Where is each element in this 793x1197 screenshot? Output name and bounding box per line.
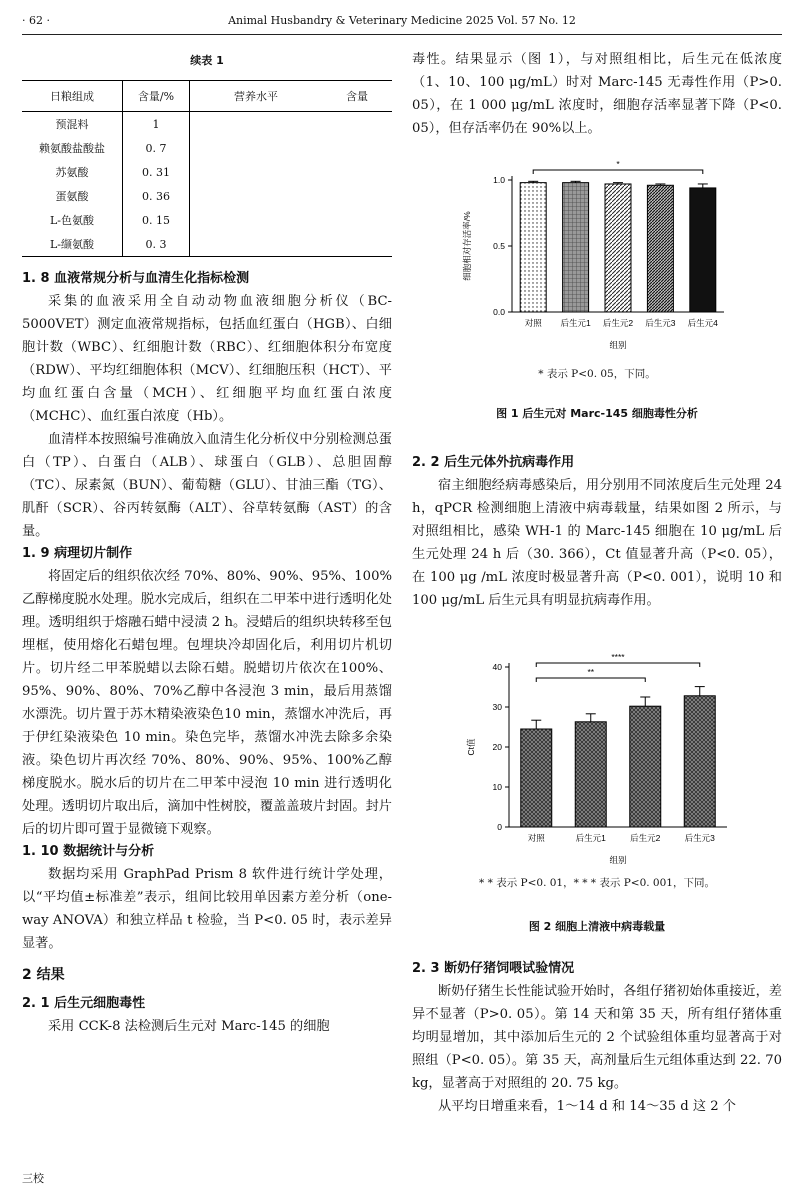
- table-row: [22, 232, 392, 257]
- significance-label: **: [587, 667, 595, 677]
- figure-note: * * 表示 P<0. 01，* * * 表示 P<0. 001，下同。: [479, 877, 715, 889]
- table-cell: [190, 208, 323, 232]
- section-heading: 2. 2 后生元体外抗病毒作用: [412, 455, 575, 470]
- table-row: [22, 112, 392, 137]
- y-tick-label: 0: [497, 822, 502, 832]
- figure-caption: 图 2 细胞上清液中病毒载量: [528, 920, 666, 933]
- x-axis-label: 组别: [609, 855, 627, 865]
- paragraph: 从平均日增重来看，1～14 d 和 14～35 d 这 2 个: [438, 1099, 736, 1114]
- table-header: 含量/%: [123, 81, 190, 112]
- table-cell: L-缬氨酸: [22, 232, 123, 257]
- section-heading: 1. 10 数据统计与分析: [22, 844, 155, 859]
- x-tick-label: 后生元1: [560, 318, 591, 328]
- x-tick-label: 后生元2: [602, 318, 634, 328]
- table-cell: L-色氨酸: [22, 208, 123, 232]
- table-cell: [322, 208, 392, 232]
- table-cell: 0. 31: [123, 160, 190, 184]
- bar: [521, 729, 552, 827]
- figure-1: [412, 150, 782, 440]
- bar: [605, 184, 631, 312]
- table-cell: 1: [123, 112, 190, 137]
- y-tick-label: 10: [492, 782, 502, 792]
- y-tick-label: 20: [492, 742, 502, 752]
- paragraph: 采用 CCK-8 法检测后生元对 Marc-145 的细胞: [48, 1019, 330, 1034]
- table-cell: 0. 15: [123, 208, 190, 232]
- bar: [575, 722, 606, 827]
- table-cell: [322, 160, 392, 184]
- section-2-3: [412, 958, 782, 1118]
- table-header: 营养水平: [234, 90, 278, 103]
- journal-info: Animal Husbandry & Veterinary Medicine 2025 Vol. 57 No. 12: [228, 14, 576, 27]
- section-heading: 2. 1 后生元细胞毒性: [22, 996, 146, 1011]
- significance-bracket: [536, 678, 645, 682]
- paragraph: 宿主细胞经病毒感染后，用分别用不同浓度后生元处理 24 h，qPCR 检测细胞上清液中病毒载量，结果如图 2 所示，与对照组相比，感染 WH-1 的 Marc-145 细胞在 10 μg/mL 后生元处理 24 h 后（30. 366），Ct 值显著升高（P<0. 05），在 100 μg /mL 浓度时极显著升高（P<0. 001），说明 10 和 100 μg/mL 后生元具有明显抗病毒作用。: [412, 478, 782, 608]
- bar: [684, 696, 715, 827]
- y-tick-label: 30: [492, 702, 502, 712]
- section-heading: 2. 3 断奶仔猪饲喂试验情况: [412, 961, 575, 976]
- paragraph: 数据均采用 GraphPad Prism 8 软件进行统计学处理，以“平均值±标准差”表示，组间比较用单因素方差分析（one-way ANOVA）和独立样品 t 检验，当 P<0. 05 时，表示差异显著。: [22, 867, 392, 951]
- paragraph: 断奶仔猪生长性能试验开始时，各组仔猪初始体重接近，差异不显著（P>0. 05）。第 14 天和第 35 天，所有组仔猪体重均明显增加，其中添加后生元的 2 个试验组体重均显著高于对照组（P<0. 05）。第 35 天，高剂量后生元组体重达到 22. 70 kg，显著高于对照组的 20. 75 kg。: [412, 984, 782, 1091]
- table-1: [22, 52, 392, 257]
- table-cell: [322, 112, 392, 137]
- left-column: [22, 268, 392, 1038]
- significance-label: *: [616, 159, 620, 169]
- significance-bracket: [533, 170, 703, 174]
- paragraph: 采集的血液采用全自动动物血液细胞分析仪（BC-5000VET）测定血液常规指标，包括血红蛋白（HGB）、白细胞计数（WBC）、红细胞计数（RBC）、红细胞体积分布宽度（RDW）、平均红细胞体积（MCV）、红细胞压积（HCT）、平均血红蛋白含量（MCH）、红细胞平均血红蛋白浓度（MCHC）、血红蛋白浓度（Hb）。: [22, 294, 392, 424]
- table-cell: [190, 232, 323, 257]
- figure-2-chart: [412, 652, 782, 865]
- bar: [520, 183, 546, 312]
- y-axis-label: Ct值: [466, 738, 476, 756]
- paragraph: 将固定后的组织依次经 70%、80%、90%、95%、100%乙醇梯度脱水处理。脱水完成后，组织在二甲苯中进行透明化处理。透明组织于熔融石蜡中浸渍 2 h。浸蜡后的组织块转移至包埋框，使用熔化石蜡包埋。包埋块冷却固化后，利用切片机切片。切片经二甲苯脱蜡以去除石蜡。脱蜡切片依次在100%、95%、90%、80%、70%乙醇中各浸泡 3 min，最后用蒸馏水漂洗。切片置于苏木精染液染色10 min，蒸馏水冲洗后，再于伊红染液染色 10 min。染色完毕，蒸馏水冲洗去除多余染液。染色切片再次经 70%、80%、90%、95%、100%乙醇梯度脱水。脱水后的切片在二甲苯中浸泡 10 min 进行透明化处理。透明切片取出后，滴加中性树胶，覆盖盖玻片封固。封片后的切片即可置于显微镜下观察。: [22, 569, 392, 837]
- table-cell: [322, 184, 392, 208]
- y-tick-label: 1.0: [493, 175, 505, 185]
- table-cell: [190, 112, 323, 137]
- header-rule: [22, 34, 782, 35]
- table-cell: [322, 136, 392, 160]
- bar: [647, 185, 673, 312]
- figure-2: [412, 652, 782, 942]
- bar: [630, 706, 661, 827]
- section-2-2: [412, 452, 782, 612]
- x-tick-label: 后生元2: [630, 833, 661, 843]
- section-heading: 1. 9 病理切片制作: [22, 546, 133, 561]
- table-header: 含量: [346, 90, 368, 103]
- y-tick-label: 0.0: [493, 307, 505, 317]
- x-tick-label: 后生元3: [684, 833, 715, 843]
- table-cell: 赖氨酸盐酸盐: [22, 136, 123, 160]
- significance-label: ****: [611, 652, 625, 662]
- page-number: · 62 ·: [22, 14, 50, 27]
- table: [22, 80, 392, 257]
- x-tick-label: 对照: [524, 318, 542, 328]
- table-row: [22, 160, 392, 184]
- table-title: 续表 1: [190, 54, 224, 67]
- significance-bracket: [536, 663, 700, 667]
- table-cell: [190, 160, 323, 184]
- table-cell: 苏氨酸: [22, 160, 123, 184]
- table-cell: 0. 7: [123, 136, 190, 160]
- x-tick-label: 对照: [527, 833, 545, 843]
- footer-note: 三校: [22, 1172, 44, 1185]
- table-cell: 0. 36: [123, 184, 190, 208]
- table-header: 日粮组成: [22, 81, 123, 112]
- bar: [563, 183, 589, 312]
- section-heading: 1. 8 血液常规分析与血清生化指标检测: [22, 271, 250, 286]
- bar: [690, 188, 716, 312]
- paragraph: 血清样本按照编号准确放入血清生化分析仪中分别检测总蛋白（TP）、白蛋白（ALB）、球蛋白（GLB）、总胆固醇（TC）、尿素氮（BUN）、葡萄糖（GLU）、甘油三酯（TG）、肌酐（SCR）、谷丙转氨酶（ALT）、谷草转氨酶（AST）的含量。: [22, 432, 392, 539]
- table-row: [22, 136, 392, 160]
- table-cell: 蛋氨酸: [22, 184, 123, 208]
- table-cell: 0. 3: [123, 232, 190, 257]
- x-axis-label: 组别: [609, 340, 627, 350]
- y-tick-label: 0.5: [493, 241, 505, 251]
- x-tick-label: 后生元3: [645, 318, 676, 328]
- table-cell: [190, 136, 323, 160]
- x-tick-label: 后生元1: [575, 833, 606, 843]
- section-heading: 2 结果: [22, 967, 65, 983]
- y-tick-label: 40: [492, 662, 502, 672]
- figure-caption: 图 1 后生元对 Marc-145 细胞毒性分析: [496, 407, 698, 420]
- table-row: [22, 208, 392, 232]
- y-axis-label: 细胞相对存活率/%: [462, 211, 472, 281]
- right-column-top: [412, 48, 782, 140]
- figure-note: * 表示 P<0. 05，下同。: [538, 368, 656, 380]
- table-cell: 预混料: [22, 112, 123, 137]
- table-cell: [322, 232, 392, 257]
- table-cell: [190, 184, 323, 208]
- paragraph: 毒性。结果显示（图 1），与对照组相比，后生元在低浓度（1、10、100 μg/mL）时对 Marc-145 无毒性作用（P>0. 05），在 1 000 μg/mL 浓度时，细胞存活率显著下降（P<0. 05），但存活率仍在 90%以上。: [412, 52, 782, 136]
- table-row: [22, 184, 392, 208]
- x-tick-label: 后生元4: [687, 318, 718, 328]
- figure-1-chart: [412, 150, 782, 360]
